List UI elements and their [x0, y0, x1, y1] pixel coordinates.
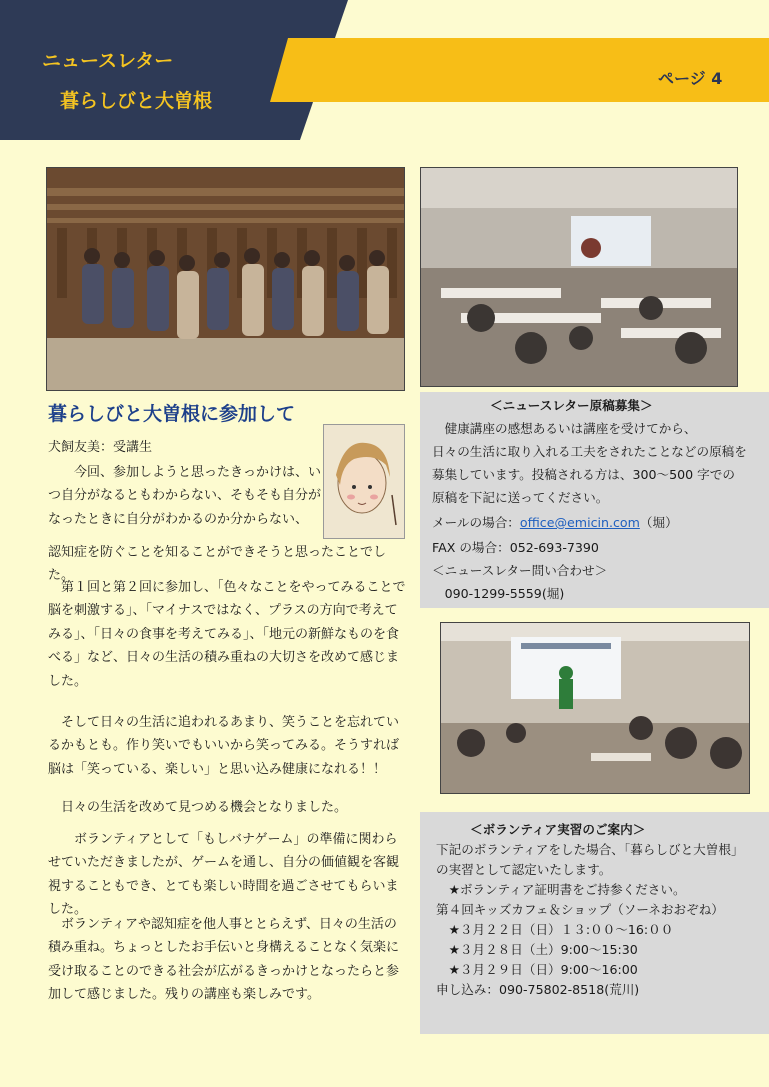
- mail-link[interactable]: office@emicin.com: [519, 515, 640, 530]
- group-photo: [46, 167, 405, 391]
- volunteer-date: ★３月２２日（日）１３:００～16:００: [436, 922, 674, 937]
- article-paragraph: ボランティアや認知症を他人事ととらえず、日々の生活の積み重ね。ちょっとしたお手伝いと身構えることなく気楽に受け取ることのできる社会が広がるきっかけとなったらと参加して感じました。残りの講座も楽しみです。: [48, 917, 400, 1003]
- article-paragraph: 第１回と第２回に参加し、「色々なことをやってみることで脳を刺激する」、「マイナスではなく、プラスの方向で考えてみる」、「日々の食事を考えてみる」、「地元の新鮮なものを食べる」など、日々の生活の積み重ねの大切さを改めて感じました。: [48, 580, 406, 689]
- presentation-photo: [440, 622, 750, 794]
- mail-line: [432, 513, 678, 533]
- fax-number: FAX の場合：052-693-7390: [432, 540, 599, 555]
- recruit-panel: [420, 392, 769, 608]
- article-paragraph: ボランティアとして「もしバナゲーム」の準備に関わらせていただきましたが、ゲームを通し、自分の価値観を客観視することもでき、とても楽しい時間を過ごさせてもらいました。: [48, 832, 400, 918]
- recruit-heading: ＜ニュースレター原稿募集＞: [490, 398, 653, 413]
- page-number: ページ 4: [658, 69, 723, 88]
- article-paragraph: そして日々の生活に追われるあまり、笑うことを忘れているかもとも。作り笑いでもいいから笑ってみる。そうすれば脳は「笑っている、楽しい」と思い込み健康になれる！！: [48, 715, 400, 777]
- mail-label: メールの場合：: [432, 515, 520, 530]
- article-author: 犬飼友美：受講生: [48, 440, 153, 455]
- article-title: 暮らしびと大曽根に参加して: [48, 403, 296, 425]
- article-paragraph: 日々の生活を改めて見つめる機会となりました。: [48, 800, 348, 815]
- volunteer-heading: ＜ボランティア実習のご案内＞: [470, 822, 646, 837]
- newsletter-label: ニュースレター: [42, 50, 174, 72]
- recruit-line: 日々の生活に取り入れる工夫をされたことなどの原稿を: [432, 444, 747, 459]
- mail-suffix: （堀）: [639, 515, 678, 530]
- recruit-line: 健康講座の感想あるいは講座を受けてから、: [432, 421, 697, 436]
- volunteer-line: 下記のボランティアをした場合、「暮らしびと大曽根」: [436, 842, 744, 857]
- recruit-line: 募集しています。投稿される方は、300～500 字での: [432, 467, 735, 482]
- volunteer-line: の実習として認定いたします。: [436, 862, 612, 877]
- volunteer-panel: [420, 812, 769, 1034]
- article-paragraph: 今回、参加しようと思ったきっかけは、いつ自分がなるともわからない、そもそも自分がなったときに自分がわかるのか分からない、: [48, 465, 322, 527]
- author-portrait-illustration: [323, 424, 405, 539]
- volunteer-date: ★３月２８日（土）9:00～15:30: [436, 942, 638, 957]
- volunteer-date: ★３月２９日（日）9:00～16:00: [436, 962, 638, 977]
- volunteer-line: ★ボランティア証明書をご持参ください。: [436, 882, 686, 897]
- recruit-line: 原稿を下記に送ってください。: [432, 490, 609, 505]
- inquiry-heading: ＜ニュースレター問い合わせ＞: [432, 563, 608, 578]
- volunteer-line: 第４回キッズカフェ＆ショップ（ソーネおおぞね）: [436, 902, 724, 917]
- article-paragraph: 認知症を防ぐことを知ることができそうと思ったことでした。: [48, 545, 387, 584]
- lecture-photo: [420, 167, 738, 387]
- newsletter-name: 暮らしびと大曽根: [60, 90, 213, 112]
- volunteer-contact: 申し込み：090-75802-8518(荒川): [436, 982, 640, 997]
- inquiry-phone: 090-1299-5559(堀): [432, 586, 565, 601]
